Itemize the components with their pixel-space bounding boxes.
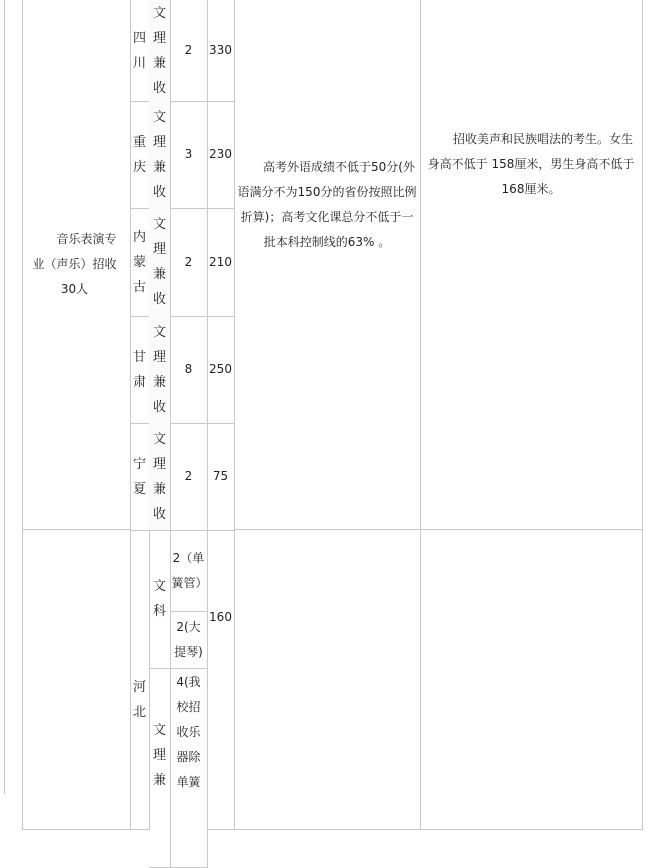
count-text: 4(我校招收乐器除单簧 [176, 675, 201, 789]
type-cell [149, 208, 171, 317]
type-text: 文理兼 [152, 723, 166, 788]
type-cell [149, 101, 171, 209]
type-cell [149, 0, 171, 102]
type-cell [149, 668, 171, 868]
province-text: 四川 [132, 30, 146, 71]
type-text: 文理兼收 [152, 431, 166, 522]
score-cell [207, 423, 235, 531]
province-cell [130, 0, 150, 102]
note-text: 招收美声和民族唱法的考生。女生身高不低于 158厘米，男生身高不低于168厘米。 [427, 132, 635, 196]
score-cell [207, 530, 235, 830]
requirement-cell-2 [234, 530, 421, 830]
type-cell [149, 316, 171, 424]
count-text: 2 [184, 254, 193, 269]
requirement-cell [234, 0, 421, 530]
count-cell [170, 423, 208, 531]
score-text: 160 [209, 609, 232, 624]
score-cell [207, 208, 235, 317]
count-text: 2（单簧管） [171, 550, 208, 590]
score-cell [207, 101, 235, 209]
count-text: 8 [184, 362, 193, 376]
score-text: 210 [209, 254, 232, 269]
score-text: 250 [209, 362, 232, 376]
note-cell [420, 0, 643, 530]
count-text: 2 [184, 469, 193, 483]
score-text: 330 [209, 43, 232, 57]
province-cell [130, 208, 150, 317]
count-text: 2(大提琴) [174, 619, 203, 659]
type-text: 文理兼收 [152, 5, 166, 96]
major-text: 音乐表演专业（声乐）招收30人 [32, 232, 117, 296]
type-text: 文理兼收 [152, 324, 166, 415]
score-cell [207, 0, 235, 102]
province-text: 重庆 [132, 134, 146, 175]
type-text: 文科 [152, 579, 166, 619]
count-cell [170, 0, 208, 102]
type-cell [149, 530, 171, 669]
major-cell-2 [22, 530, 131, 830]
count-cell [170, 316, 208, 424]
province-text: 内蒙古 [132, 229, 146, 295]
province-cell [130, 530, 150, 830]
requirement-text: 高考外语成绩不低于50分(外语满分不为150分的省份按照比例折算)；高考文化课总分不低于一批本科控制线的63% 。 [237, 159, 417, 249]
count-cell [170, 101, 208, 209]
province-cell [130, 316, 150, 424]
type-text: 文理兼收 [152, 217, 166, 307]
score-cell [207, 316, 235, 424]
score-text: 230 [209, 147, 232, 161]
count-text: 3 [184, 147, 193, 161]
count-cell [170, 208, 208, 317]
outer-border [4, 0, 5, 794]
province-cell [130, 423, 150, 531]
count-cell [170, 668, 208, 868]
count-cell [170, 530, 208, 612]
province-text: 宁夏 [132, 456, 146, 497]
score-text: 75 [212, 469, 229, 483]
type-text: 文理兼收 [152, 109, 166, 200]
province-text: 甘肃 [132, 349, 146, 390]
major-cell [22, 0, 131, 530]
count-text: 2 [184, 43, 193, 57]
count-cell [170, 611, 208, 669]
type-cell [149, 423, 171, 531]
note-cell-2 [420, 530, 643, 830]
province-cell [130, 101, 150, 209]
province-text: 河北 [132, 679, 146, 720]
